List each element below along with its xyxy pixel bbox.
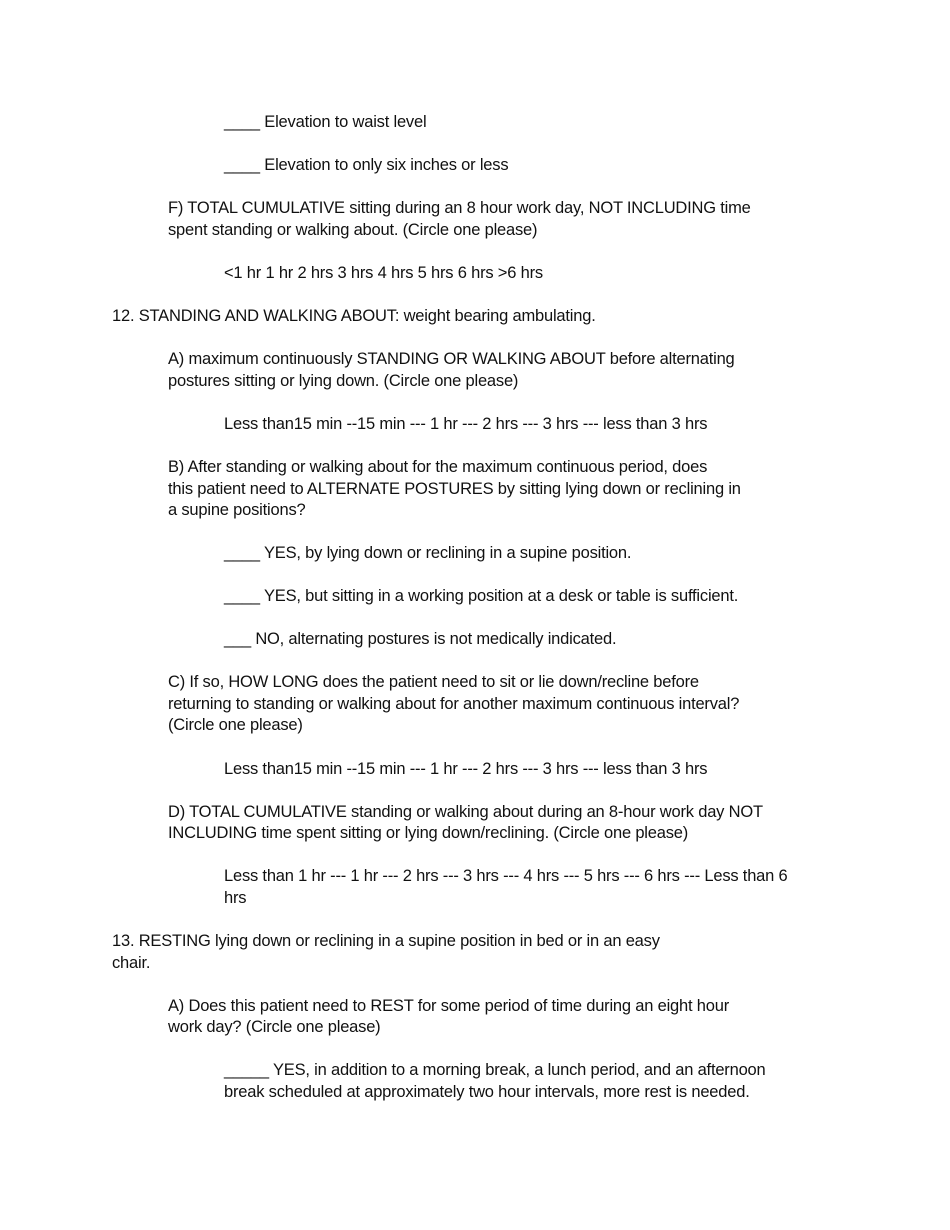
- option-yes-more-rest-line-2: break scheduled at approximately two hour intervals, more rest is needed.: [224, 1083, 750, 1101]
- option-yes-more-rest-line-1: _____ YES, in addition to a morning break, a lunch period, and an afternoon: [224, 1061, 766, 1079]
- question-13a-line-2: work day? (Circle one please): [168, 1018, 381, 1036]
- option-elevation-six-inches: ____ Elevation to only six inches or less: [224, 156, 509, 174]
- section-13-heading-line-1: 13. RESTING lying down or reclining in a supine position in bed or in an easy: [112, 932, 660, 950]
- question-12c-line-3: (Circle one please): [168, 716, 303, 734]
- section-12-heading: 12. STANDING AND WALKING ABOUT: weight bearing ambulating.: [112, 307, 596, 325]
- question-12b-line-1: B) After standing or walking about for the maximum continuous period, does: [168, 458, 708, 476]
- option-elevation-waist: ____ Elevation to waist level: [224, 113, 427, 131]
- option-yes-sitting: ____ YES, but sitting in a working position at a desk or table is sufficient.: [224, 587, 739, 605]
- question-12b-line-3: a supine positions?: [168, 501, 306, 519]
- question-12d-choices-line-2: hrs: [224, 889, 247, 907]
- question-12c-choices: Less than15 min --15 min --- 1 hr --- 2 hrs --- 3 hrs --- less than 3 hrs: [224, 760, 708, 778]
- question-12a-line-1: A) maximum continuously STANDING OR WALKING ABOUT before alternating: [168, 350, 735, 368]
- question-12b-line-2: this patient need to ALTERNATE POSTURES by sitting lying down or reclining in: [168, 480, 741, 498]
- option-no-alternating: ___ NO, alternating postures is not medically indicated.: [224, 630, 617, 648]
- question-12d-line-1: D) TOTAL CUMULATIVE standing or walking about during an 8-hour work day NOT: [168, 803, 763, 821]
- question-13a-line-1: A) Does this patient need to REST for some period of time during an eight hour: [168, 997, 729, 1015]
- question-12d-line-2: INCLUDING time spent sitting or lying down/reclining. (Circle one please): [168, 824, 689, 842]
- question-f-choices: <1 hr 1 hr 2 hrs 3 hrs 4 hrs 5 hrs 6 hrs >6 hrs: [224, 264, 543, 282]
- option-yes-lying-down: ____ YES, by lying down or reclining in a supine position.: [224, 544, 632, 562]
- question-12c-line-1: C) If so, HOW LONG does the patient need to sit or lie down/recline before: [168, 673, 699, 691]
- section-13-heading-line-2: chair.: [112, 954, 151, 972]
- question-12d-choices-line-1: Less than 1 hr --- 1 hr --- 2 hrs --- 3 hrs --- 4 hrs --- 5 hrs --- 6 hrs --- Less than 6: [224, 867, 788, 885]
- question-12a-line-2: postures sitting or lying down. (Circle one please): [168, 372, 519, 390]
- question-f-line-2: spent standing or walking about. (Circle one please): [168, 221, 538, 239]
- question-f-line-1: F) TOTAL CUMULATIVE sitting during an 8 hour work day, NOT INCLUDING time: [168, 199, 751, 217]
- question-12a-choices: Less than15 min --15 min --- 1 hr --- 2 hrs --- 3 hrs --- less than 3 hrs: [224, 415, 708, 433]
- question-12c-line-2: returning to standing or walking about for another maximum continuous interval?: [168, 695, 740, 713]
